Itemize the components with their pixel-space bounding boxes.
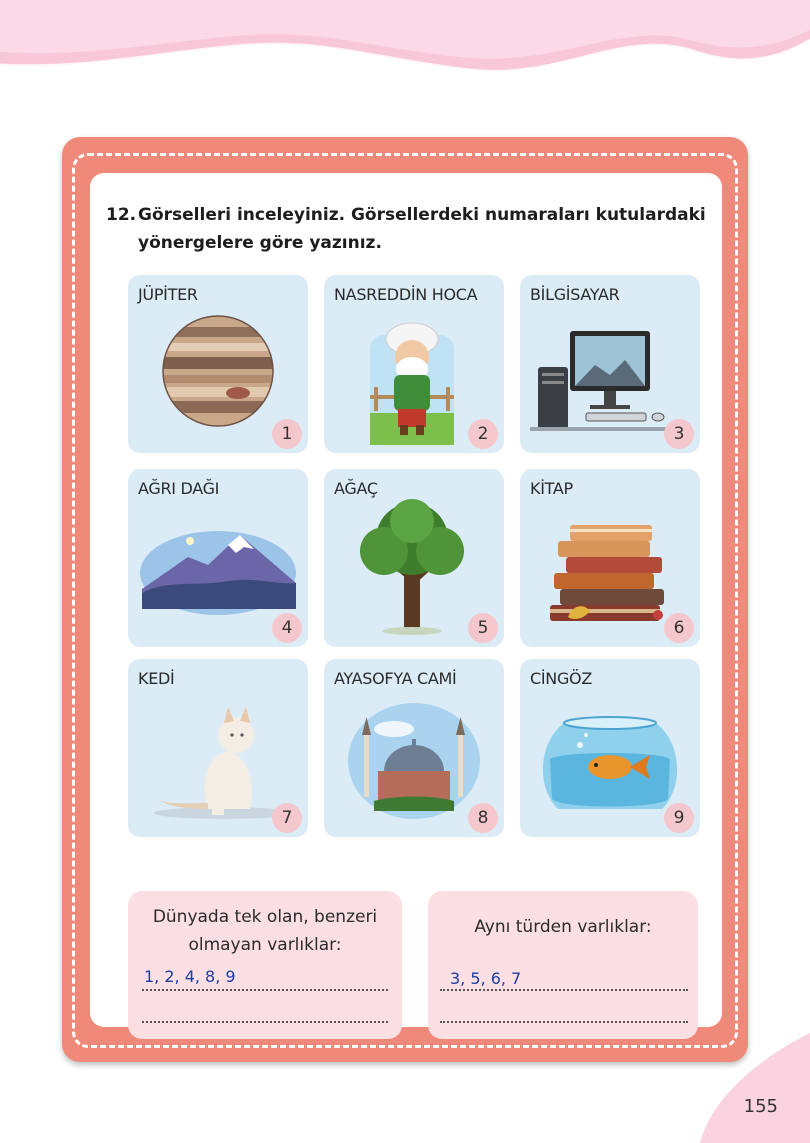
question-number: 12. <box>106 205 137 225</box>
card-number-badge: 9 <box>664 803 694 833</box>
answer-box-same-type <box>428 891 698 1039</box>
card-label: AĞRI DAĞI <box>138 479 220 498</box>
card-agri-dagi <box>128 469 308 647</box>
answer-line <box>440 1021 688 1023</box>
card-label: BİLGİSAYAR <box>530 285 620 304</box>
card-computer <box>520 275 700 453</box>
card-label: CİNGÖZ <box>530 669 593 688</box>
card-label: KİTAP <box>530 479 573 498</box>
card-goldfish <box>520 659 700 837</box>
card-books <box>520 469 700 647</box>
answer-value: 1, 2, 4, 8, 9 <box>144 967 236 986</box>
exercise-frame <box>62 137 748 1062</box>
card-number-badge: 5 <box>468 613 498 643</box>
card-number-badge: 8 <box>468 803 498 833</box>
card-label: NASREDDİN HOCA <box>334 285 478 304</box>
card-nasreddin-hoca <box>324 275 504 453</box>
card-number-badge: 3 <box>664 419 694 449</box>
answer-box-title: Aynı türden varlıklar: <box>474 917 652 937</box>
exercise-panel <box>90 173 722 1027</box>
card-cat <box>128 659 308 837</box>
answer-box-unique <box>128 891 402 1039</box>
question-text: Görselleri inceleyiniz. Görsellerdeki numaraları kutulardaki yönergelere göre yazınız. <box>138 205 706 253</box>
card-number-badge: 7 <box>272 803 302 833</box>
card-label: KEDİ <box>138 669 175 688</box>
card-number-badge: 6 <box>664 613 694 643</box>
answer-line <box>440 989 688 991</box>
card-jupiter <box>128 275 308 453</box>
card-label: JÜPİTER <box>138 285 198 304</box>
answer-line <box>142 1021 388 1023</box>
answer-line <box>142 989 388 991</box>
card-label: AĞAÇ <box>334 479 378 498</box>
answer-value: 3, 5, 6, 7 <box>450 969 522 988</box>
answer-box-title: Dünyada tek olan, benzeri olmayan varlıklar: <box>152 907 378 955</box>
card-number-badge: 4 <box>272 613 302 643</box>
header-wave-decoration <box>0 0 810 110</box>
card-label: AYASOFYA CAMİ <box>334 669 457 688</box>
card-number-badge: 1 <box>272 419 302 449</box>
card-ayasofya <box>324 659 504 837</box>
page-number: 155 <box>743 1096 778 1117</box>
card-number-badge: 2 <box>468 419 498 449</box>
card-tree <box>324 469 504 647</box>
